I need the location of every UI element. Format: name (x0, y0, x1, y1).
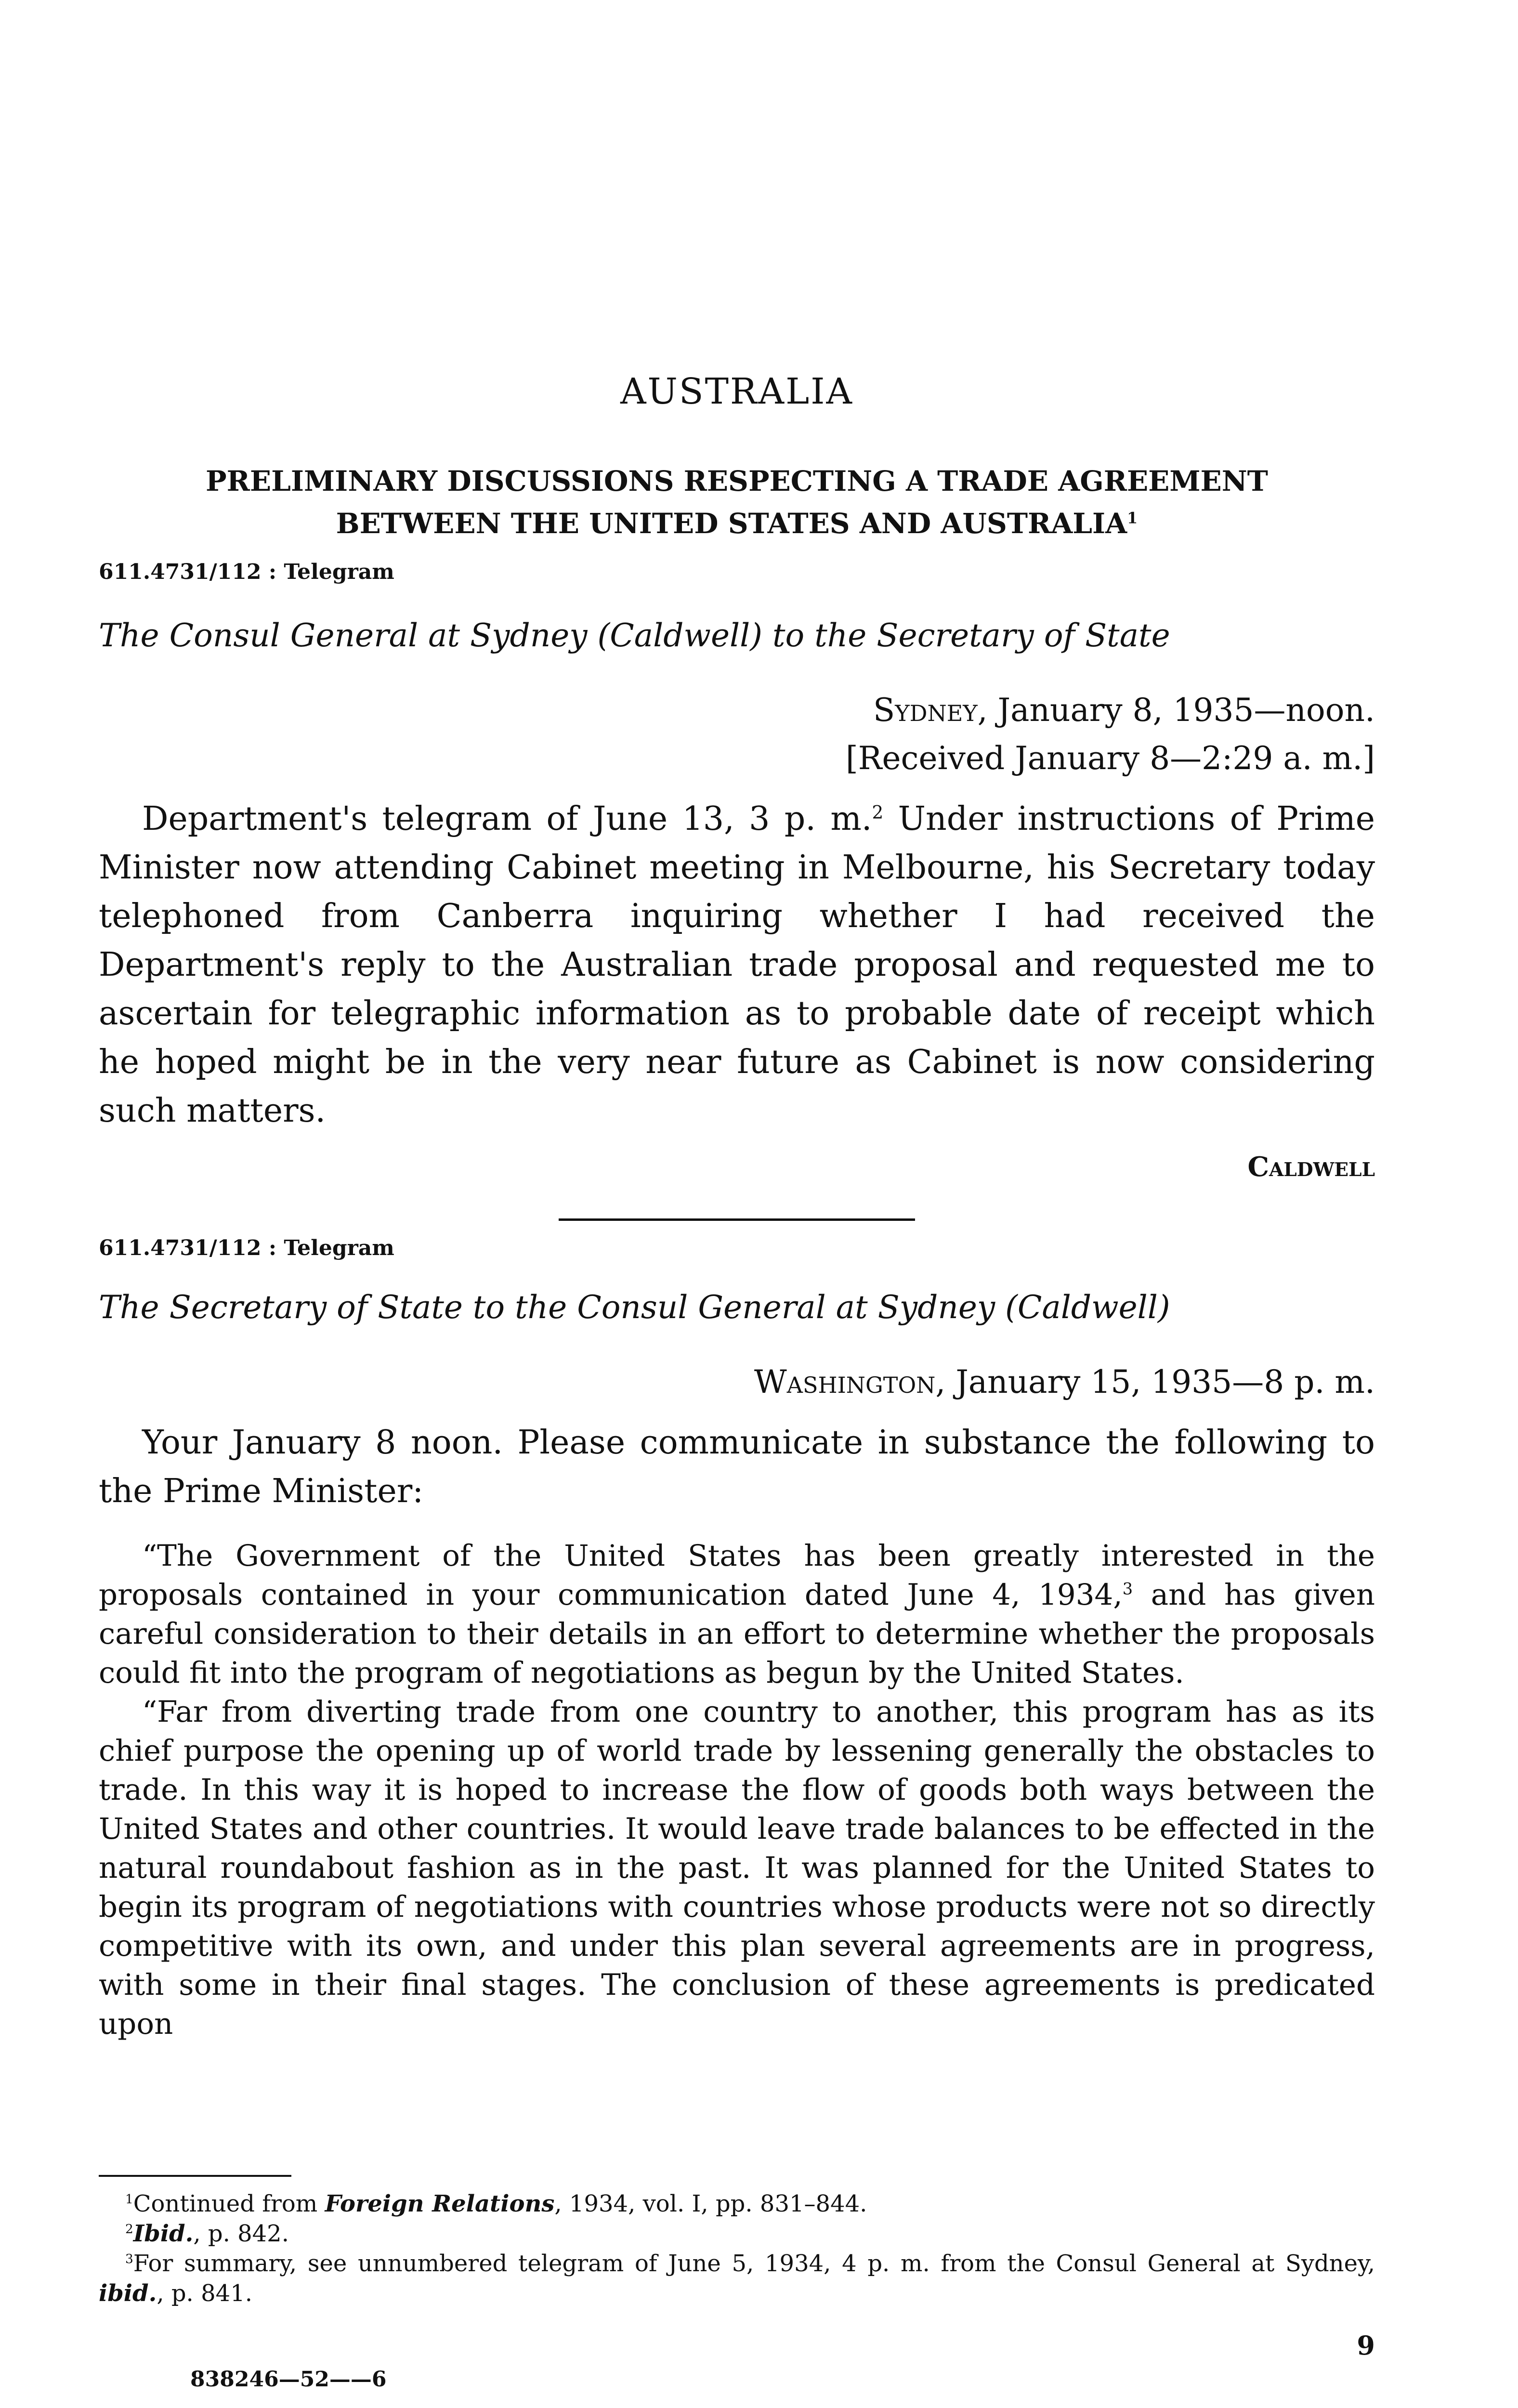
doc1-signature: Caldwell (1247, 1151, 1375, 1183)
doc1-body (99, 795, 1375, 1135)
footnote-2-ibid: Ibid. (133, 2220, 194, 2247)
footnote-ref-3: 3 (1122, 1579, 1133, 1598)
footnote-2-number: 2 (125, 2222, 133, 2237)
doc1-dateline (99, 689, 1375, 732)
doc2-quoted-message (99, 1536, 1375, 2043)
doc1-date: , January 8, 1935—noon. (977, 692, 1375, 729)
quote-paragraph-2: “Far from diverting trade from one country to another, this program has as its chief purpose the opening up of world trade by lessening generally the obstacles to trade. In this way it is hoped to increase the flow of goods both ways between the United States and other countries. It would leave trade balances to be effected in the natural roundabout fashion as in the past. It was planned for the United States to begin its program of negotiations with countries whose products were not so directly competitive with its own, and under this plan several agreements are in progress, with some in their final stages. The conclusion of these agreements is predicated upon (99, 1695, 1375, 2041)
doc2-dateline (99, 1361, 1375, 1404)
footnote-3-text: For summary, see unnumbered telegram of June 5, 1934, 4 p. m. from the Consul General at Sydney, (133, 2250, 1375, 2277)
print-code: 838246—52——6 (190, 2367, 387, 2392)
doc1-heading: The Consul General at Sydney (Caldwell) to the Secretary of State (99, 617, 1170, 654)
doc1-body-start: Department's telegram of June 13, 3 p. m. (142, 800, 872, 838)
footnote-1 (99, 2189, 1375, 2219)
document-page (99, 0, 1375, 2408)
quote-paragraph-1 (99, 1536, 1375, 1692)
doc2-intro: Your January 8 noon. Please communicate in substance the following to the Prime Minister: (99, 1424, 1375, 1510)
footnote-1-title: Foreign Relations (325, 2190, 555, 2217)
doc1-file-number: 611.4731/112 : Telegram (99, 560, 394, 584)
doc1-place: Sydney (873, 692, 978, 729)
footnote-3-number: 3 (125, 2251, 133, 2266)
quote1-rest: and has given careful consideration to their details in an effort to determine whether the proposals could fit into the program of negotiations as begun by the United States. (99, 1578, 1375, 1690)
section-subheading (99, 460, 1375, 545)
footnote-1-citation: , 1934, vol. I, pp. 831–844. (554, 2190, 867, 2217)
quote1-start: “The Government of the United States has been greatly interested in the proposals contained in your communication dated June 4, 1934, (99, 1539, 1375, 1612)
footnote-1-text: Continued from (133, 2190, 325, 2217)
doc1-received: [Received January 8—2:29 a. m.] (846, 740, 1375, 777)
footnote-1-number: 1 (125, 2192, 133, 2207)
page-number: 9 (1357, 2330, 1375, 2361)
footnote-3-ibid: ibid. (99, 2280, 157, 2307)
footnote-3-citation: , p. 841. (157, 2280, 252, 2307)
subheading-line-2: BETWEEN THE UNITED STATES AND AUSTRALIA (336, 507, 1127, 540)
footnote-3 (99, 2249, 1375, 2308)
doc2-file-number: 611.4731/112 : Telegram (99, 1236, 394, 1260)
footnote-2-citation: , p. 842. (193, 2220, 289, 2247)
section-divider (559, 1218, 915, 1221)
footnote-ref-1: 1 (1127, 509, 1138, 527)
footnote-divider (99, 2175, 291, 2177)
doc2-heading: The Secretary of State to the Consul General at Sydney (Caldwell) (99, 1289, 1170, 1326)
doc2-date: , January 15, 1935—8 p. m. (935, 1363, 1375, 1400)
subheading-line-1: PRELIMINARY DISCUSSIONS RESPECTING A TRADE AGREEMENT (206, 465, 1268, 497)
footnote-ref-2: 2 (872, 801, 884, 823)
footnotes (99, 2189, 1375, 2308)
page-title: AUSTRALIA (620, 371, 853, 412)
footnote-2 (99, 2219, 1375, 2249)
doc1-body-rest: Under instructions of Prime Minister now attending Cabinet meeting in Melbourne, his Secretary today telephoned from Canberra inquiring whether I had received the Department's reply to the Australian trade proposal and requested me to ascertain for telegraphic information as to probable date of receipt which he hoped might be in the very near future as Cabinet is now considering such matters. (99, 800, 1375, 1130)
doc2-place: Washington (754, 1363, 936, 1400)
